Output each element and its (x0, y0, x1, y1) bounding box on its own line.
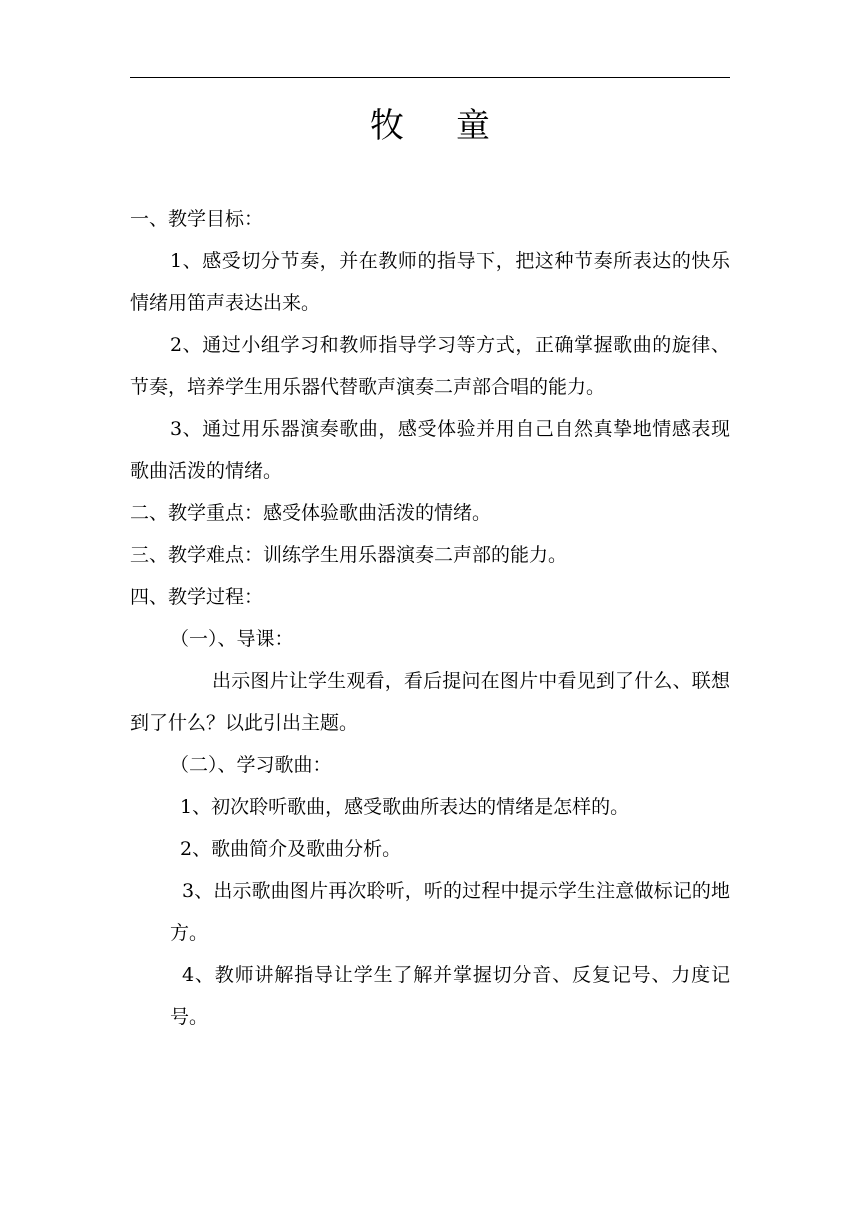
title-char-1: 牧 (370, 106, 404, 146)
section-heading-key-points: 二、教学重点：感受体验歌曲活泼的情绪。 (130, 502, 492, 524)
header-rule (130, 77, 730, 78)
section-heading-process: 四、教学过程： (130, 586, 264, 608)
step-2: 2、歌曲简介及歌曲分析。 (180, 838, 402, 860)
objective-1: 1、感受切分节奏，并在教师的指导下，把这种节奏所表达的快乐情绪用笛声表达出来。 (130, 250, 730, 314)
objective-3: 3、通过用乐器演奏歌曲，感受体验并用自己自然真挚地情感表现歌曲活泼的情绪。 (130, 418, 730, 482)
document-title (130, 102, 730, 150)
section-heading-difficulties: 三、教学难点：训练学生用乐器演奏二声部的能力。 (130, 544, 568, 566)
section-heading-objectives: 一、教学目标： (130, 208, 264, 230)
subsection-learn-song: （二）、学习歌曲： (170, 754, 332, 776)
title-char-2: 童 (456, 106, 490, 146)
subsection-intro: （一）、导课： (170, 628, 294, 650)
step-4: 4、教师讲解指导让学生了解并掌握切分音、反复记号、力度记号。 (170, 964, 730, 1028)
step-1: 1、初次聆听歌曲，感受歌曲所表达的情绪是怎样的。 (180, 796, 630, 818)
objective-2: 2、通过小组学习和教师指导学习等方式，正确掌握歌曲的旋律、节奏，培养学生用乐器代替歌声演奏二声部合唱的能力。 (130, 334, 730, 398)
step-3: 3、出示歌曲图片再次聆听，听的过程中提示学生注意做标记的地方。 (170, 880, 730, 944)
document-body (130, 198, 730, 1038)
intro-description: 出示图片让学生观看，看后提问在图片中看见到了什么、联想到了什么？以此引出主题。 (130, 670, 730, 734)
